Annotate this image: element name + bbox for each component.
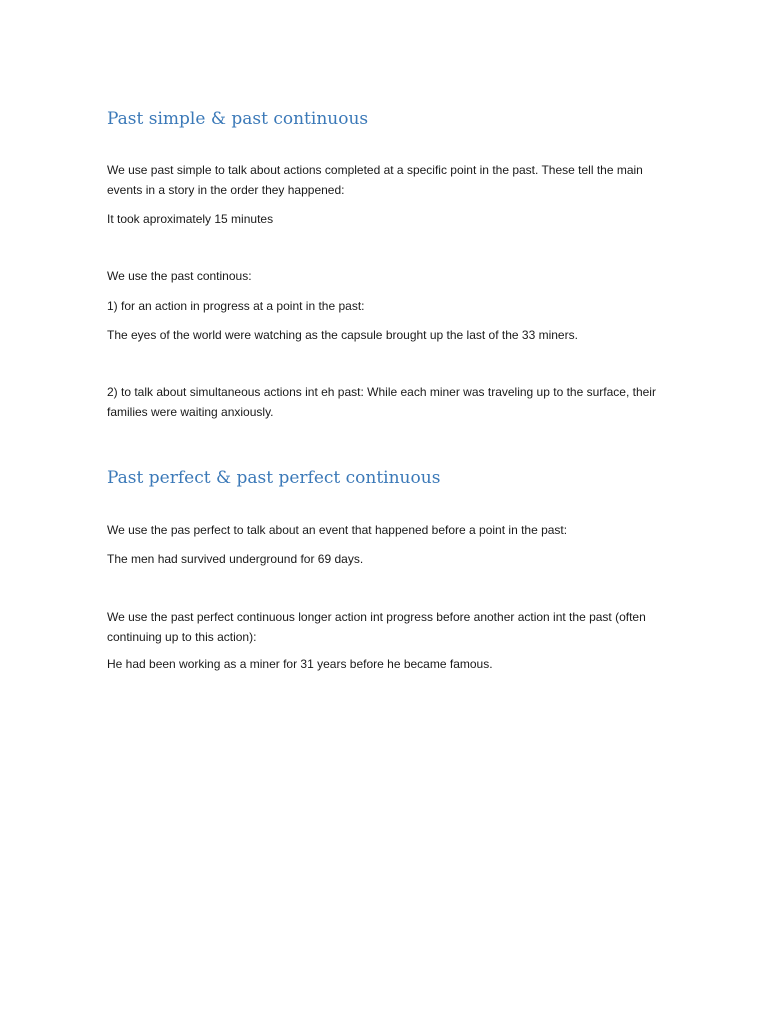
paragraph-past-continuous-rule-2: 2) to talk about simultaneous actions int eh past: While each miner was traveling up to the surface, their families were waiting anxiously. xyxy=(107,385,656,419)
paragraph-past-perfect-definition: We use the pas perfect to talk about an event that happened before a point in the past: xyxy=(107,523,568,537)
paragraph-past-continuous-rule-1: 1) for an action in progress at a point in the past: xyxy=(107,299,365,313)
paragraph-past-continuous-intro: We use the past continous: xyxy=(107,269,252,283)
paragraph-past-perfect-example: The men had survived underground for 69 days. xyxy=(107,552,364,566)
section-heading-past-simple: Past simple & past continuous xyxy=(107,109,369,129)
section-heading-past-perfect: Past perfect & past perfect continuous xyxy=(107,468,441,488)
paragraph-past-simple-example: It took aproximately 15 minutes xyxy=(107,212,274,226)
paragraph-past-perfect-continuous-example: He had been working as a miner for 31 years before he became famous. xyxy=(107,657,493,671)
paragraph-past-continuous-example-1: The eyes of the world were watching as the capsule brought up the last of the 33 miners. xyxy=(107,328,578,342)
paragraph-past-perfect-continuous-definition: We use the past perfect continuous longer action int progress before another action int the past (often continuing up to this action): xyxy=(107,610,646,644)
paragraph-past-simple-definition: We use past simple to talk about actions completed at a specific point in the past. These tell the main events in a story in the order they happened: xyxy=(107,163,643,197)
